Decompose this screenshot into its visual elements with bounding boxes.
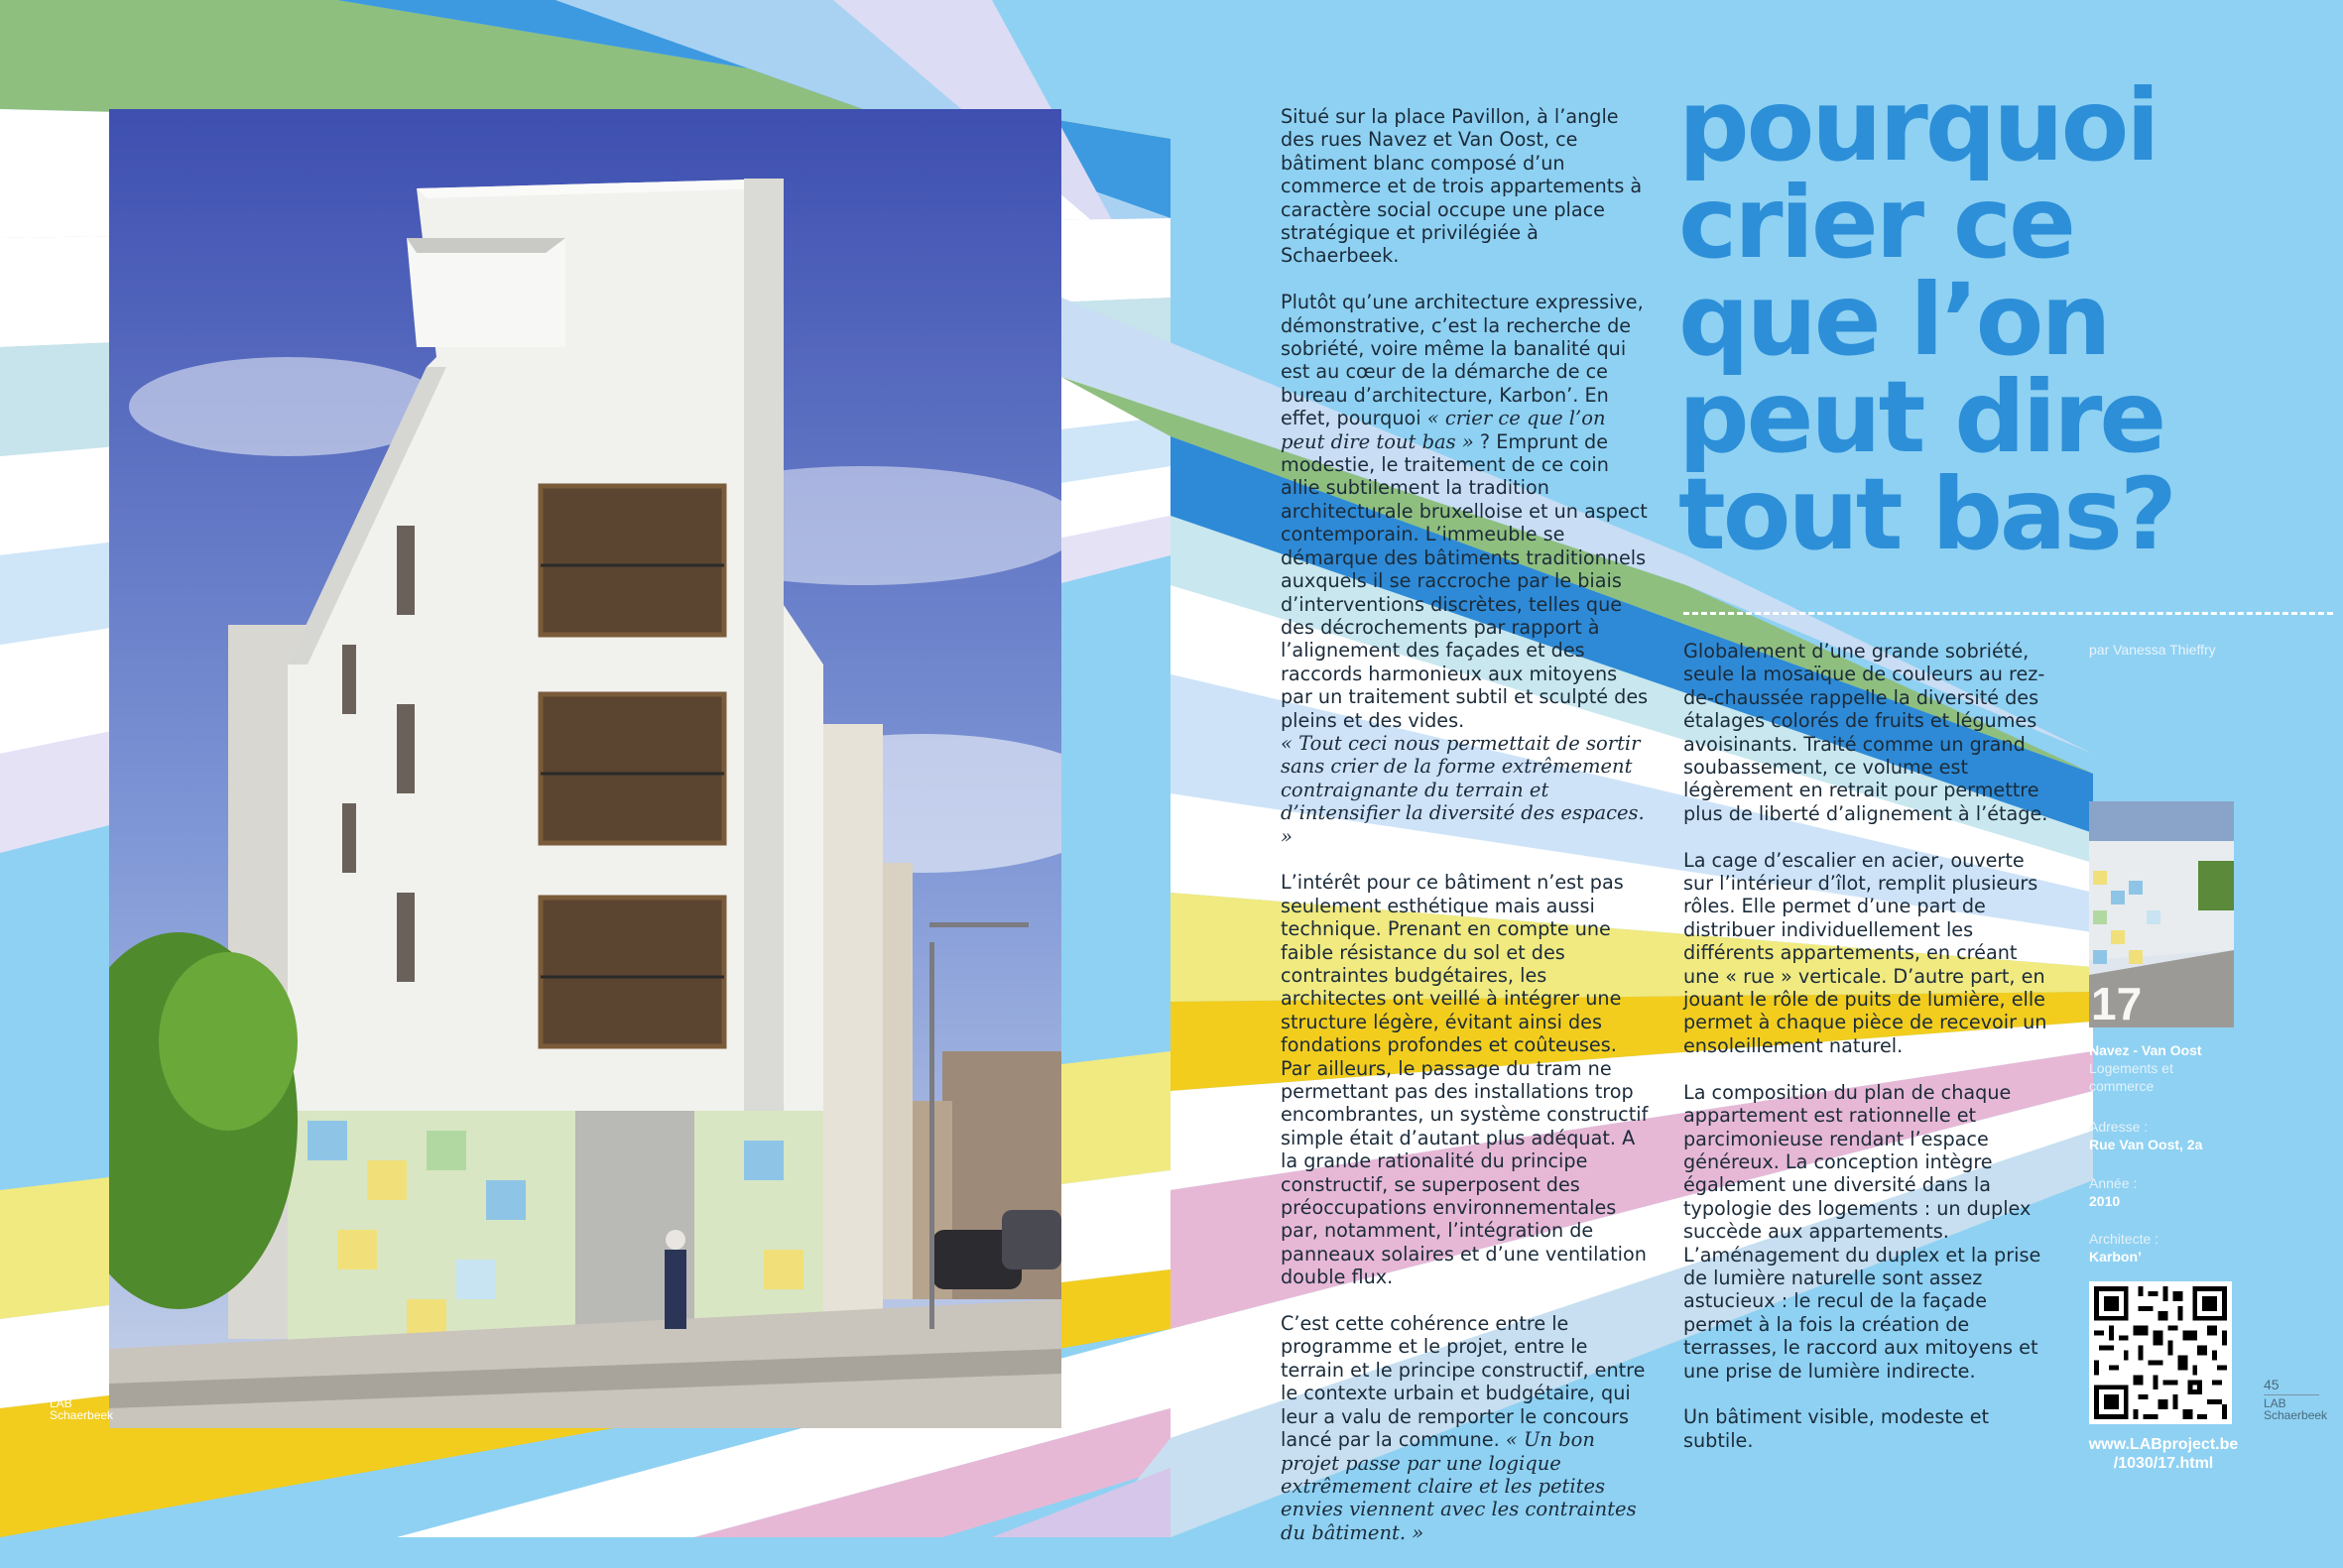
paragraph xyxy=(1281,291,1650,848)
dashed-divider xyxy=(1683,612,2333,615)
author-byline: par Vanessa Thieffry xyxy=(2089,642,2216,658)
page-folio-left xyxy=(50,1377,113,1421)
paragraph xyxy=(1281,1312,1650,1544)
project-address xyxy=(2089,1118,2202,1153)
paragraph: Situé sur la place Pavillon, à l’angle des rues Navez et Van Oost, ce bâtiment blanc composé d’un commerce et de trois appartements à caractère social occupe une place stratégique et privilégiée à Schaerbeek. xyxy=(1281,105,1643,268)
quote: « Un bon projet passe par une logique extrêmement claire et les petites envies viennent avec les contraintes du bâtiment. » xyxy=(1281,1428,1637,1544)
folio-publication: LAB xyxy=(2264,1396,2286,1410)
quote: « Tout ceci nous permettait de sortir sans crier de la forme extrêmement contraignante du terrain et d’intensifier la diversité des espaces. » xyxy=(1281,731,1645,848)
project-type: Logements et xyxy=(2089,1060,2173,1076)
project-year xyxy=(2089,1174,2137,1210)
architect-value: Karbon’ xyxy=(2089,1249,2142,1265)
article-column-1 xyxy=(1281,105,1650,1568)
folio-section: Schaerbeek xyxy=(2264,1408,2328,1422)
folio-rule xyxy=(2264,1394,2319,1395)
project-info xyxy=(2089,1041,2202,1095)
title-line: que l’on xyxy=(1678,262,2109,378)
year-label: Année : xyxy=(2089,1175,2138,1191)
folio-rule xyxy=(50,1394,105,1395)
paragraph: Globalement d’une grande sobriété, seule la mosaïque de couleurs au rez-de-chaussée rappelle la diversité des étalages colorés de fruits et légumes avoisinants. Traité comme un grand soubassement, ce volume est légèrement en retrait pour permettre plus de liberté d’alignement à l’étage. xyxy=(1683,640,2048,825)
architect-label: Architecte : xyxy=(2089,1231,2159,1247)
article-column-2 xyxy=(1683,640,2054,1476)
paragraph-text: C’est cette cohérence entre le programme et le projet, entre le terrain et le principe constructif, entre le contexte urbain et budgétaire, qui leur a valu de remporter le concours lancé par la commune. xyxy=(1281,1312,1646,1452)
qr-code[interactable] xyxy=(2089,1281,2232,1424)
paragraph: La composition du plan de chaque appartement est rationnelle et parcimonieuse rendant l’espace généreux. La conception intègre également une diversité dans la typologie des logements : un duplex succède aux appartements. L’aménagement du duplex et la prise de lumière naturelle sont assez astucieux : le recul de la façade permet à la fois la création de terrasses, le raccord aux mitoyens et une prise de lumière indirecte. xyxy=(1683,1080,2041,1383)
project-name: Navez - Van Oost xyxy=(2089,1042,2202,1058)
title-line: pourquoi xyxy=(1678,67,2158,183)
project-link[interactable] xyxy=(2079,1435,2248,1473)
paragraph: Un bâtiment visible, modeste et subtile. xyxy=(1683,1405,1990,1452)
address-value: Rue Van Oost, 2a xyxy=(2089,1137,2203,1152)
url-line[interactable]: www.LABproject.be xyxy=(2088,1436,2239,1453)
page-folio-right xyxy=(2264,1377,2327,1421)
title-line: tout bas? xyxy=(1678,456,2174,572)
article-title xyxy=(1678,67,2194,572)
title-line: crier ce xyxy=(1678,165,2073,281)
page-number: 45 xyxy=(2264,1377,2280,1392)
year-value: 2010 xyxy=(2089,1193,2121,1209)
project-type: commerce xyxy=(2089,1078,2155,1094)
project-architect xyxy=(2089,1230,2158,1266)
paragraph: La cage d’escalier en acier, ouverte sur l’intérieur d’îlot, remplit plusieurs rôles. Elle permet d’une part de distribuer individuellement les différents appartements, en créant une « rue » verticale. D’autre part, en jouant le rôle de puits de lumière, elle permet à chaque pièce de recevoir un ensoleillement naturel. xyxy=(1683,848,2047,1057)
project-number: 17 xyxy=(2091,978,2143,1029)
folio-publication: LAB xyxy=(50,1396,72,1410)
building-photo xyxy=(109,109,1061,1428)
paragraph: L’intérêt pour ce bâtiment n’est pas seulement esthétique mais aussi technique. Prenant en compte une faible résistance du sol et des contraintes budgétaires, les architectes ont veillé à intégrer une structure légère, évitant ainsi des fondations profondes et coûteuses. Par ailleurs, le passage du tram ne permettant pas des installations trop encombrantes, un système constructif simple était d’autant plus adéquat. A la grande rationalité du principe constructif, se superposent des préoccupations environnementales par, notamment, l’intégration de panneaux solaires et d’une ventilation double flux. xyxy=(1281,871,1649,1289)
address-label: Adresse : xyxy=(2089,1119,2149,1135)
paragraph-text: Plutôt qu’une architecture expressive, démonstrative, c’est la recherche de sobriété, voire même la banalité qui est au cœur de la démarche de ce bureau d’architecture, Karbon’. En effet, pourquoi xyxy=(1281,291,1644,430)
title-line: peut dire xyxy=(1678,359,2164,475)
url-line[interactable]: /1030/17.html xyxy=(2113,1455,2214,1472)
quote: « crier ce que l’on peut dire tout bas » xyxy=(1281,407,1606,453)
folio-section: Schaerbeek xyxy=(50,1408,114,1422)
paragraph-text: ? Emprunt de modestie, le traitement de ce coin allie subtilement la tradition architecturale bruxelloise et un aspect contemporain. L’immeuble se démarque des bâtiments traditionnels auxquels il se raccroche par le biais d’interventions discrètes, telles que des décrochements par rapport à l’alignement des façades et des raccords harmonieux aux mitoyens par un traitement subtil et sculpté des pleins et des vides. xyxy=(1281,429,1649,732)
page-number: 44 xyxy=(50,1377,65,1392)
